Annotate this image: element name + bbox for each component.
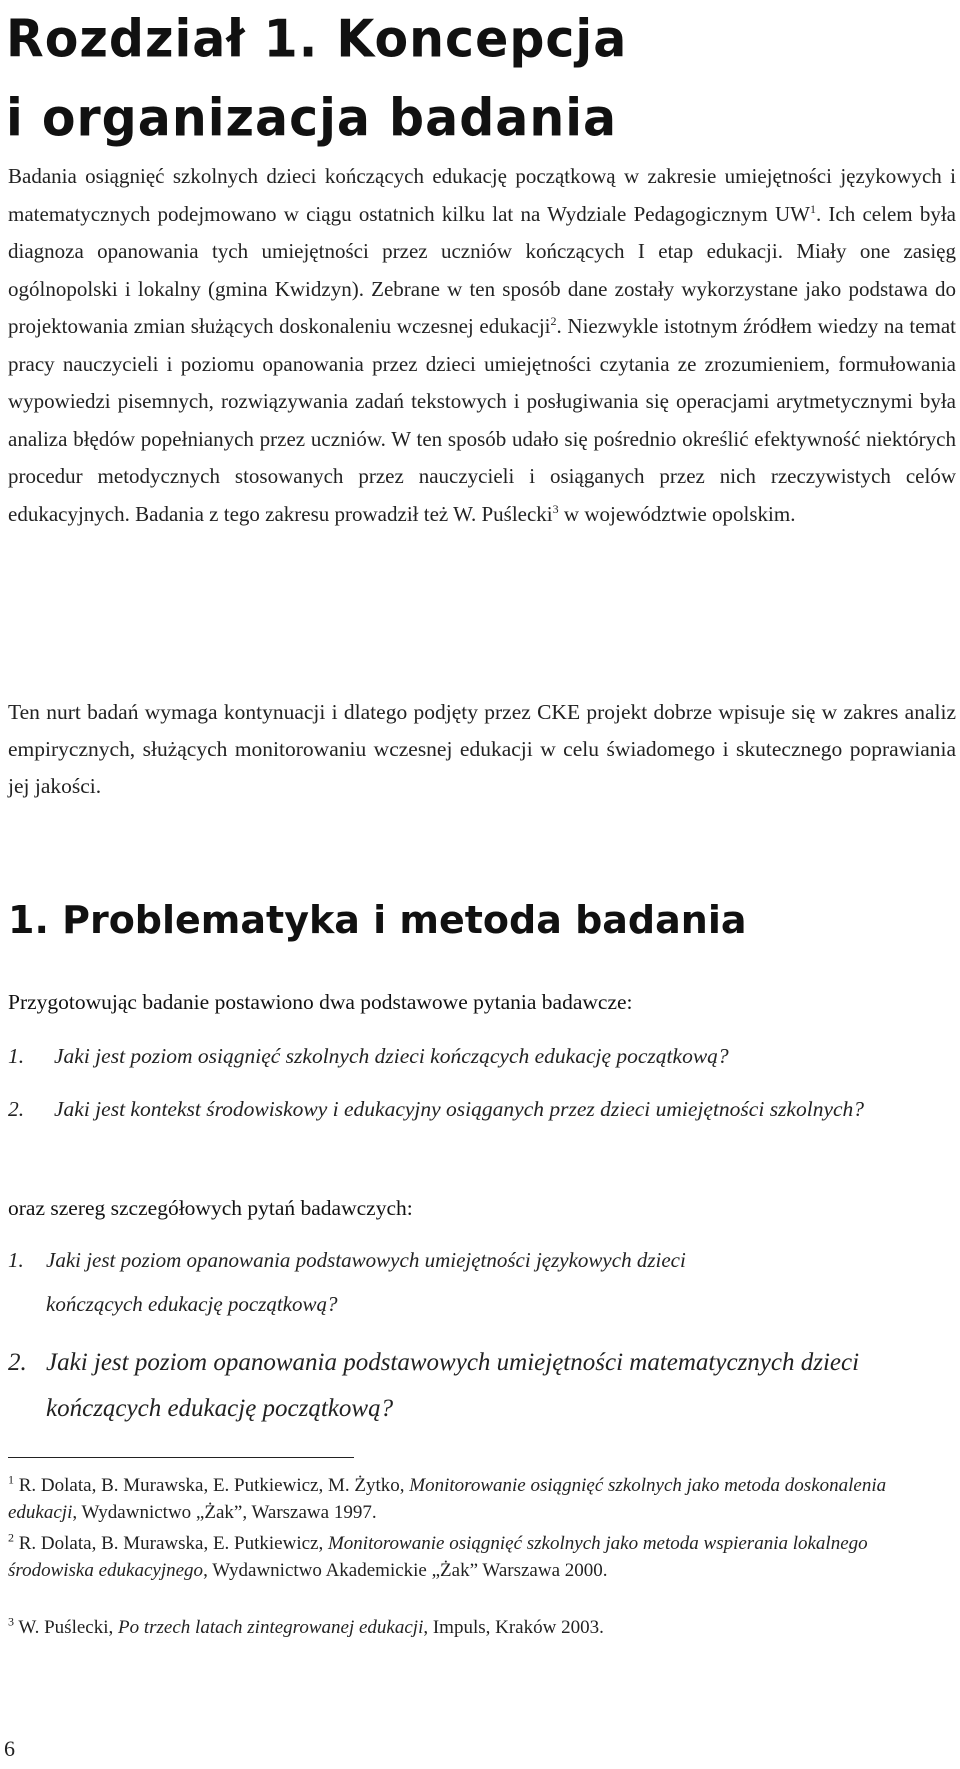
paragraph-1-text-c: . Niezwykle istotnym źródłem wiedzy na temat pracy nauczycieli i poziomu opanowania przez dzieci umiejętności czytania ze zrozumieniem, formułowania wypowiedzi pisemnych, rozwiązywania zadań tekstowych i posługiwania się operacjami arytmetycznymi była analiza błędów popełnianych przez uczniów. W ten sposób udało się pośrednio określić efektywność niektórych procedur metodycznych stosowanych przez nauczycieli i osiąganych przez nich rzeczywistych celów edukacyjnych. Badania z tego zakresu prowadził też W. Puślecki	[8, 314, 957, 526]
footnote-3-authors: W. Puślecki,	[18, 1617, 118, 1638]
paragraph-1	[8, 158, 956, 533]
chapter-title-line-1: Rozdział 1. Koncepcja	[6, 9, 628, 70]
page-number: 6	[4, 1736, 15, 1761]
detail-question-2-text: Jaki jest poziom opanowania podstawowych umiejętności matematycznych dzieci kończących edukację początkową?	[46, 1349, 860, 1422]
footnote-3-number: 3	[8, 1614, 14, 1629]
footnote-3-rest: , Impuls, Kraków 2003.	[423, 1617, 604, 1638]
footnote-2-rest: , Wydawnictwo Akademickie „Żak” Warszawa 2000.	[203, 1560, 608, 1581]
detail-question-1-text: Jaki jest poziom opanowania podstawowych umiejętności językowych dzieci kończących edukację początkową?	[46, 1248, 686, 1316]
footnote-ref-3[interactable]: 3	[552, 501, 559, 516]
main-question-2-text: Jaki jest kontekst środowiskowy i edukacyjny osiąganych przez dzieci umiejętności szkolnych?	[54, 1097, 865, 1121]
detail-question-2	[8, 1340, 948, 1432]
main-questions-intro: Przygotowując badanie postawiono dwa podstawowe pytania badawcze:	[8, 990, 633, 1014]
footnote-1-number: 1	[8, 1472, 14, 1487]
footnote-2	[8, 1530, 948, 1584]
footnote-2-title: Monitorowanie osiągnięć szkolnych jako metoda wspierania lokalnego środowiska edukacyjnego	[8, 1533, 868, 1581]
footnote-2-number: 2	[8, 1530, 14, 1545]
detail-questions-intro: oraz szereg szczegółowych pytań badawczych:	[8, 1196, 413, 1220]
main-question-1	[8, 1034, 948, 1078]
chapter-title	[6, 0, 906, 158]
footnote-separator	[8, 1457, 354, 1458]
main-question-1-text: Jaki jest poziom osiągnięć szkolnych dzieci kończących edukację początkową?	[54, 1044, 729, 1068]
footnote-1-title: Monitorowanie osiągnięć szkolnych jako metoda doskonalenia edukacji	[8, 1475, 887, 1523]
paragraph-1-text-a: Badania osiągnięć szkolnych dzieci kończących edukację początkową w zakresie umiejętności językowych i matematycznych podejmowano w ciągu ostatnich kilku lat na Wydziale Pedagogicznym UW	[8, 164, 956, 226]
paragraph-1-text-d: w województwie opolskim.	[558, 501, 796, 526]
paragraph-2: Ten nurt badań wymaga kontynuacji i dlatego podjęty przez CKE projekt dobrze wpisuje się w zakres analiz empirycznych, służących monitorowaniu wczesnej edukacji w celu świadomego i skutecznego poprawiania jej jakości.	[8, 700, 956, 798]
footnote-1-rest: , Wydawnictwo „Żak”, Warszawa 1997.	[72, 1502, 377, 1523]
section-title: 1. Problematyka i metoda badania	[8, 898, 747, 942]
footnote-1-authors: R. Dolata, B. Murawska, E. Putkiewicz, M. Żytko,	[18, 1475, 410, 1496]
paragraph-1-text-b: . Ich celem była diagnoza opanowania tych umiejętności przez uczniów kończących I etap edukacji. Miały one zasięg ogólnopolski i lokalny (gmina Kwidzyn). Zebrane w ten sposób dane zostały wykorzystane jako podstawa do projektowania zmian służących doskonaleniu wczesnej edukacji	[8, 201, 957, 338]
footnote-2-authors: R. Dolata, B. Murawska, E. Putkiewicz,	[18, 1533, 328, 1554]
footnote-ref-2[interactable]: 2	[550, 314, 557, 328]
footnote-ref-1[interactable]: 1	[809, 201, 816, 216]
main-question-2	[8, 1087, 948, 1131]
footnote-3	[8, 1614, 948, 1641]
main-question-1-number: 1.	[8, 1044, 25, 1068]
detail-question-2-number: 2.	[8, 1349, 27, 1376]
chapter-title-line-2: i organizacja badania	[6, 88, 618, 149]
main-question-2-number: 2.	[8, 1097, 25, 1121]
detail-question-1-number: 1.	[8, 1248, 24, 1272]
footnote-3-title: Po trzech latach zintegrowanej edukacji	[118, 1617, 424, 1638]
footnote-1	[8, 1472, 948, 1526]
detail-question-1	[8, 1238, 948, 1326]
